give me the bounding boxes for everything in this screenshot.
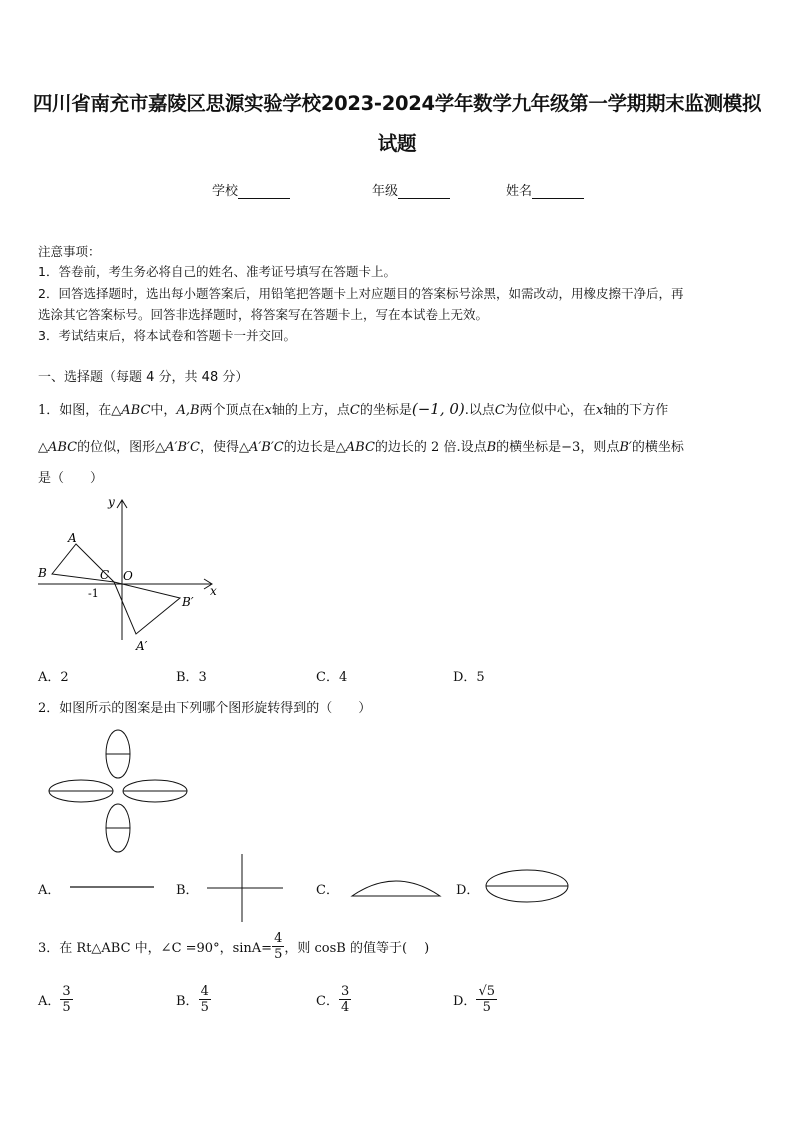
q2-option-a-figure [70,880,158,894]
notice-item: 3．考试结束后，将本试卷和答题卡一并交回。 [38,328,296,343]
q1-line3: 是（ ） [38,471,104,486]
q1-option-b[interactable]: B．3 [176,670,207,685]
q1-option-c[interactable]: C．4 [316,670,348,685]
q2-option-b-figure [205,854,285,924]
school-field [212,180,290,199]
triangle-apbpc [114,582,180,634]
q2-option-b[interactable]: B． [176,883,199,898]
q2-text: 2．如图所示的图案是由下列哪个图形旋转得到的（ ） [38,701,372,716]
name-label: 姓名 [506,184,533,199]
school-blank [238,185,290,199]
label-neg1: -1 [88,587,99,600]
notice-item: 1．答卷前，考生务必将自己的姓名、准考证号填写在答题卡上。 [38,264,396,279]
sin-fraction: $\frac{4}{5}$ [274,931,283,962]
label-b: B [38,566,47,580]
section-heading: 一、选择题（每题 4 分，共 48 分） [38,370,249,385]
notice-item: 2．回答选择题时，选出每小题答案后，用铅笔把答题卡上对应题目的答案标号涂黑，如需改动，用橡皮擦干净后，再 [38,286,684,301]
grade-label: 年级 [372,184,399,199]
q1-line2: △ABC的位似，图形△A′B′C，使得△A′B′C的边长是△ABC的边长的 2 倍.设点B的横坐标是−3，则点B′的横坐标 [38,440,684,455]
q2-option-c[interactable]: C． [316,883,339,898]
q1-figure [30,492,230,660]
q2-option-a[interactable]: A． [38,883,61,898]
notice-heading: 注意事项： [38,244,101,259]
q2-pattern [40,728,200,854]
q1-option-a[interactable]: A．2 [38,670,69,685]
q3-option-a[interactable]: A． $\frac{3}{5}$ [38,984,71,1015]
name-blank [532,185,584,199]
label-y: y [108,495,115,509]
q3-option-b[interactable]: B． $\frac{4}{5}$ [176,984,209,1015]
grade-field [372,180,450,199]
name-field [506,180,584,199]
q1-option-d[interactable]: D．5 [453,670,485,685]
label-c: C [100,568,110,582]
q3-option-d[interactable]: D． $\frac{√5}{5}$ [453,984,495,1015]
q3-option-c[interactable]: C． $\frac{3}{4}$ [316,984,350,1015]
q2-option-d[interactable]: D． [456,883,480,898]
half-lens-shape [352,881,440,896]
grade-blank [398,185,450,199]
label-x: x [210,584,217,598]
label-o: O [123,569,133,583]
label-bp: B′ [182,595,194,609]
label-a: A [68,531,77,545]
notice-item: 选涂其它答案标号。回答非选择题时，将答案写在答题卡上，写在本试卷上无效。 [38,307,489,322]
q3-text: 3．在 Rt△ABC 中，∠C =90°，sinA= $\frac{4}{5}$ ，则 cosB 的值等于( ) [38,931,430,962]
q2-option-c-figure [350,872,444,900]
q2-option-d-figure [484,868,572,906]
label-ap: A′ [136,639,148,653]
q1-line1: 1．如图，在△ABC中，A,B两个顶点在x轴的上方，点C的坐标是(−1, 0).以点C为位似中心，在x轴的下方作 [38,400,669,418]
page-title: 四川省南充市嘉陵区思源实验学校2023-2024学年数学九年级第一学期期末监测模拟 [32,92,762,115]
page-title-line2: 试题 [377,132,417,155]
school-label: 学校 [212,184,239,199]
